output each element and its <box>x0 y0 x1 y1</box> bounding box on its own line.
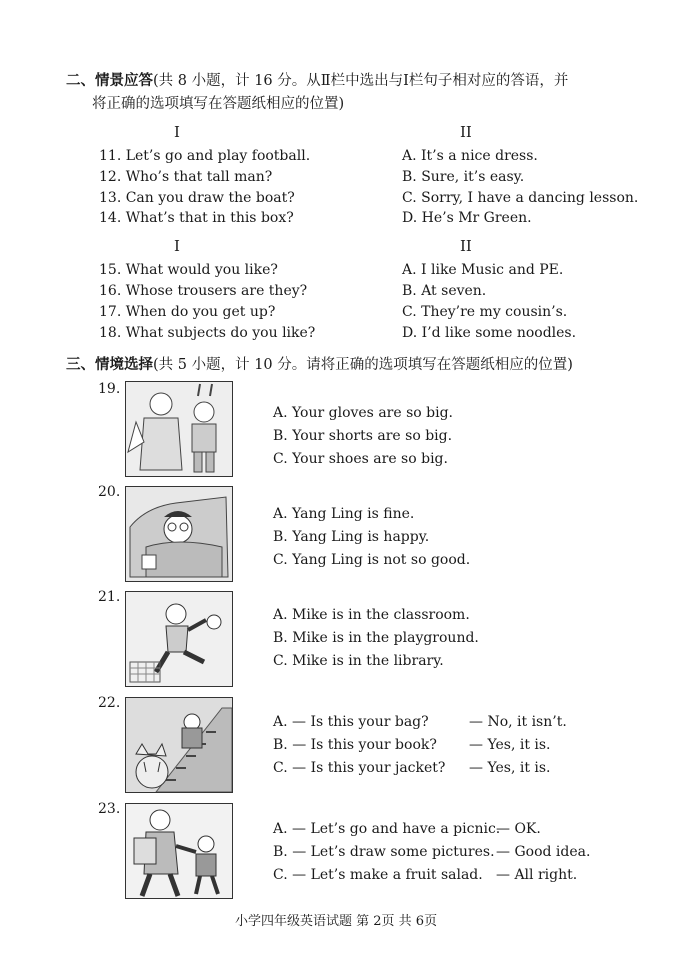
option-c-question: C. — Is this your jacket? <box>273 760 446 776</box>
answer-b: B. Sure, it’s easy. <box>402 169 525 185</box>
section2-note-continued: 将正确的选项填写在答题纸相应的位置) <box>92 96 345 112</box>
picture-man-and-boy-holding-hands <box>125 803 233 899</box>
option-b-question: B. — Let’s draw some pictures. <box>273 844 495 860</box>
option-a: A. Yang Ling is fine. <box>273 506 415 522</box>
column-header-ii: II <box>460 237 472 255</box>
option-a: A. Your gloves are so big. <box>273 405 454 421</box>
option-b: B. Mike is in the playground. <box>273 630 479 646</box>
question-13: 13. Can you draw the boat? <box>99 190 295 206</box>
option-c-question: C. — Let’s make a fruit salad. <box>273 867 483 883</box>
column-header-i: I <box>174 123 180 141</box>
option-b-question: B. — Is this your book? <box>273 737 437 753</box>
item-number: 23. <box>98 801 121 817</box>
picture-two-children-in-costumes <box>125 381 233 477</box>
answer-d: D. I’d like some noodles. <box>402 325 577 341</box>
question-11: 11. Let’s go and play football. <box>99 148 311 164</box>
option-b-answer: — Yes, it is. <box>469 737 551 753</box>
section3-note: (共 5 小题，计 10 分。请将正确的选项填写在答题纸相应的位置) <box>153 357 573 373</box>
question-17: 17. When do you get up? <box>99 304 276 320</box>
option-b: B. Yang Ling is happy. <box>273 529 430 545</box>
question-15: 15. What would you like? <box>99 262 278 278</box>
item-number: 22. <box>98 695 121 711</box>
page-footer: 小学四年级英语试题 第 2页 共 6页 <box>235 914 438 929</box>
option-a-question: A. — Is this your bag? <box>273 714 429 730</box>
option-a: A. Mike is in the classroom. <box>273 607 470 623</box>
question-12: 12. Who’s that tall man? <box>99 169 273 185</box>
option-c-answer: — All right. <box>496 867 578 883</box>
section2-note: (共 8 小题，计 16 分。从Ⅱ栏中选出与Ⅰ栏句子相对应的答语，并 <box>153 73 569 89</box>
answer-c: C. Sorry, I have a dancing lesson. <box>402 190 639 206</box>
question-14: 14. What’s that in this box? <box>99 210 294 226</box>
answer-a: A. It’s a nice dress. <box>402 148 538 164</box>
answer-c: C. They’re my cousin’s. <box>402 304 568 320</box>
picture-boy-kicking-ball <box>125 591 233 687</box>
option-c: C. Mike is in the library. <box>273 653 444 669</box>
question-18: 18. What subjects do you like? <box>99 325 316 341</box>
option-b-answer: — Good idea. <box>496 844 591 860</box>
option-a-answer: — OK. <box>496 821 541 837</box>
option-c-answer: — Yes, it is. <box>469 760 551 776</box>
picture-cat-on-stairs-with-bag <box>125 697 233 793</box>
column-header-i: I <box>174 237 180 255</box>
item-number: 20. <box>98 484 121 500</box>
option-a-question: A. — Let’s go and have a picnic. <box>273 821 501 837</box>
option-a-answer: — No, it isn’t. <box>469 714 567 730</box>
answer-b: B. At seven. <box>402 283 487 299</box>
picture-sick-girl-in-bed <box>125 486 233 582</box>
option-c: C. Your shoes are so big. <box>273 451 448 467</box>
item-number: 21. <box>98 589 121 605</box>
answer-d: D. He’s Mr Green. <box>402 210 532 226</box>
section3-title <box>66 354 573 376</box>
option-b: B. Your shorts are so big. <box>273 428 453 444</box>
option-c: C. Yang Ling is not so good. <box>273 552 471 568</box>
column-header-ii: II <box>460 123 472 141</box>
section2-label: 二、情景应答 <box>66 73 153 89</box>
question-16: 16. Whose trousers are they? <box>99 283 308 299</box>
section2-title <box>66 70 568 92</box>
answer-a: A. I like Music and PE. <box>402 262 564 278</box>
section3-label: 三、情境选择 <box>66 357 153 373</box>
item-number: 19. <box>98 381 121 397</box>
